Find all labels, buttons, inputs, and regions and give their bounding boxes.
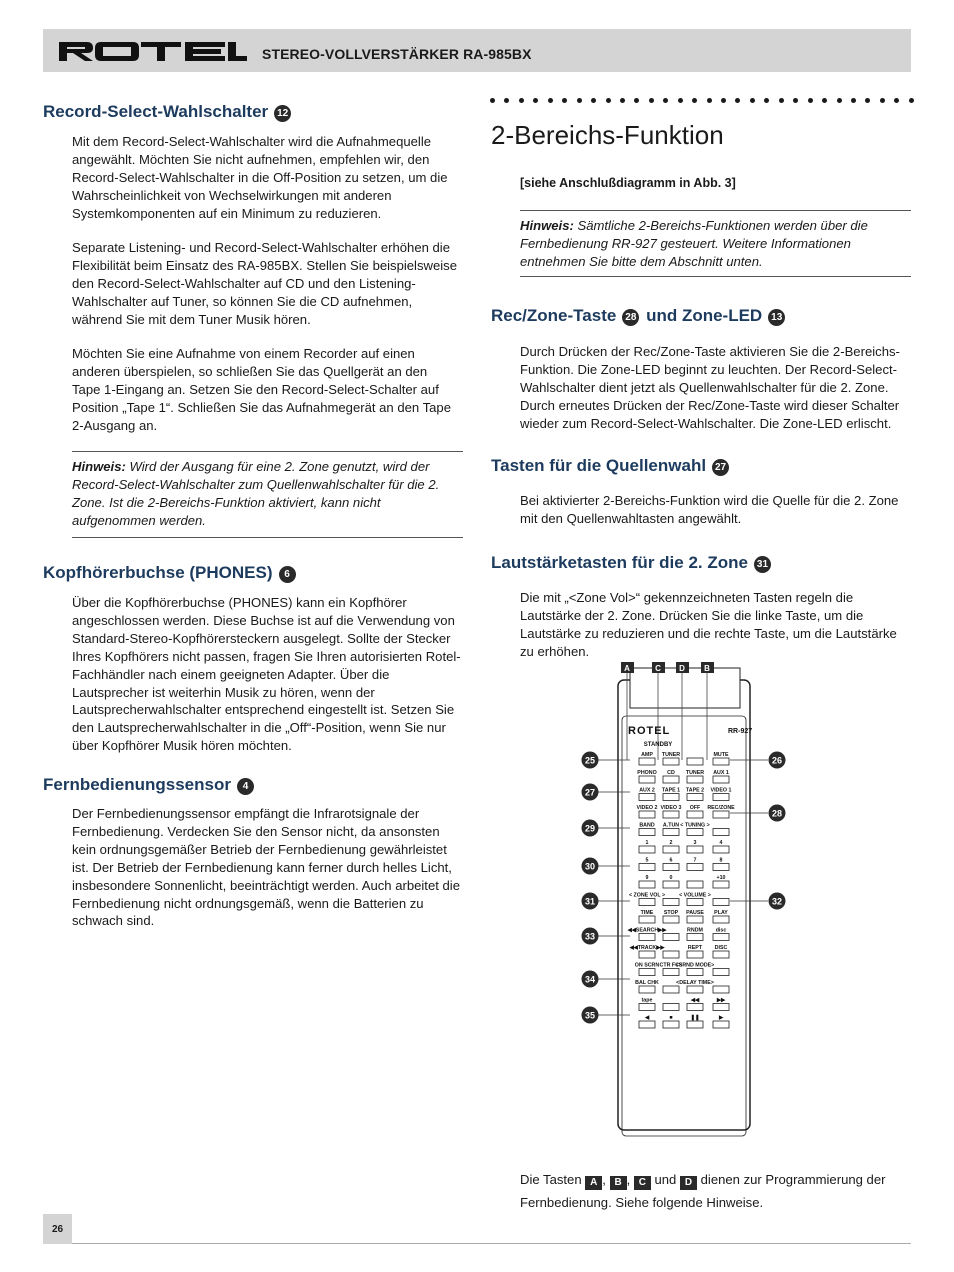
remote-button [687,951,703,958]
header-bar [43,29,911,72]
remote-button [639,864,655,871]
letter-tag-text: C [655,664,661,673]
dotted-separator [490,98,914,106]
remote-button-label: 8 [719,857,723,864]
remote-button [687,776,703,783]
remote-button-label: ▶▶ [716,997,726,1004]
letter-box-b: B [610,1176,627,1190]
remote-button [639,811,655,818]
remote-button-label: 3 [693,840,697,846]
remote-button [663,846,679,853]
remote-button-label: REPT [687,945,703,951]
heading-zone-volume: Lautstärketasten für die 2. Zone 31 [491,553,771,573]
remote-button [639,934,655,941]
remote-button-label: 2 [669,840,673,846]
remote-button [639,846,655,853]
remote-button-label: ▶ [718,1015,724,1021]
callout-number: 12 [274,105,291,122]
remote-button-label: 7 [693,857,697,864]
remote-button-label: TAPE 2 [685,787,705,794]
remote-button-label: VIDEO 3 [660,805,682,811]
callout-number: 34 [584,974,596,985]
paragraph: Durch Drücken der Rec/Zone-Taste aktivieren Sie die 2-Bereichs-Funktion. Die Zone-LED beginnt zu leuchten. Der Record-Select-Wahlschalter dient jetzt als Quellenwahlschalter für die 2. Zone. Durch erneutes Drücken der Rec/Zone-Taste wird dieser Schalter wieder zum Record-Select-Wahlschalter. Die Zone-LED erlischt. [520,344,900,431]
remote-button-label: OFF [689,805,701,811]
remote-button [663,776,679,783]
remote-button-label: PAUSE [686,910,704,916]
paragraph: Die mit „<Zone Vol>“ gekennzeichneten Tasten regeln die Lautstärke der 2. Zone. Drücken Sie die linke Taste, um die Lautstärke zu reduzieren und die rechte Taste, um die Lautstärke zu erhöhen. [520,590,897,659]
remote-button [713,881,729,888]
remote-button-label: 0 [669,875,673,881]
remote-button [639,758,655,765]
letter-box-a: A [585,1176,602,1190]
paragraph: Mit dem Record-Select-Wahlschalter wird die Aufnahmequelle angewählt. Möchten Sie nicht aufnehmen, empfehlen wir, den Record-Select-Wahlschalter in die Off-Position zu setzen, um die Wahrscheinlichkeit von Wechselwirkungen mit anderen Systemkomponenten auf ein Minimum zu reduzieren. [72,134,448,221]
remote-button [713,986,729,993]
remote-button [639,1004,655,1011]
remote-button [639,916,655,923]
remote-button-label: ◀◀TRACK▶▶ [629,945,665,951]
programming-note: Die Tasten A , B , C und D dienen zur Programmierung der Fernbedienung. Siehe folgende Hinweise. [520,1172,886,1210]
remote-button [687,934,703,941]
remote-button-label: AMP [641,752,653,758]
remote-button [713,846,729,853]
remote-button [663,1021,679,1028]
heading-source-buttons: Tasten für die Quellenwahl 27 [491,456,729,476]
remote-button-label: ❚❚ [690,1015,700,1021]
remote-button [639,951,655,958]
remote-button-label: AUX 1 [713,770,729,776]
remote-button [713,969,729,976]
remote-button-label: PLAY [714,910,728,916]
remote-button-label: VIDEO 1 [710,787,732,794]
callout-number: 26 [771,755,783,766]
remote-button [713,864,729,871]
section-title: 2-Bereichs-Funktion [491,120,724,150]
remote-button [663,794,679,801]
remote-button-label: CD [667,770,675,776]
remote-button [713,899,729,906]
remote-button [687,864,703,871]
heading-remote-sensor: Fernbedienungssensor 4 [43,775,254,795]
document-title: STEREO-VOLLVERSTÄRKER RA-985BX [262,46,532,62]
letter-tag-text: D [679,664,685,673]
callout-number: 13 [768,309,785,326]
remote-button-label: TAPE 1 [661,787,681,794]
paragraph: Bei aktivierter 2-Bereichs-Funktion wird die Quelle für die 2. Zone mit den Quellenwahltasten angewählt. [520,493,899,526]
remote-button-label: A.TUN [662,822,680,829]
remote-button-label: +10 [716,875,726,881]
remote-button [639,986,655,993]
remote-button [663,934,679,941]
callout-number: 31 [584,896,596,907]
callout-number: 27 [584,787,596,798]
remote-button [663,864,679,871]
remote-button [687,916,703,923]
remote-button-label: 1 [645,840,649,846]
paragraph: Über die Kopfhörerbuchse (PHONES) kann ein Kopfhörer angeschlossen werden. Diese Buchse ist auf die Verwendung von Standard-Stereo-Kopfhörersteckern ausgelegt. Sollte der Stecker Ihres Kopfhörers nicht passen, fragen Sie Ihren autorisierten Rotel-Fachhändler nach einem geeigneten Adapter. Über die Lautsprecher ist weiterhin Musik zu hören, wenn der Lautsprecherwahlschalter entsprechend eingestellt ist. Setzen Sie den Lautsprecherwahlschalter in die „Off“-Position, wenn Sie nur über Kopfhörer Musik hören möchten. [72,595,461,754]
divider [72,451,463,452]
remote-button [687,846,703,853]
remote-button-label: CTR FCS [659,962,683,969]
remote-button-label: < ZONE VOL > [628,892,666,899]
callout-number: 32 [771,896,783,907]
remote-button-label: <SRND MODE> [675,962,715,969]
reference-note: [siehe Anschlußdiagramm in Abb. 3] [520,176,736,190]
note: Hinweis: Wird der Ausgang für eine 2. Zone genutzt, wird der Record-Select-Wahlschalter zum Quellenwahlschalter für die 2. Zone. Ist die 2-Bereichs-Funktion aktiviert, kann nicht aufgenommen werden. [72,459,440,528]
rotel-logo [57,39,247,63]
heading-record-select: Record-Select-Wahlschalter 12 [43,102,291,122]
remote-button-label: <DELAY TIME> [676,980,714,986]
remote-button-label: TUNER [661,752,681,758]
remote-button [713,811,729,818]
remote-button [687,986,703,993]
callout-number: 28 [771,808,783,819]
remote-button-label: BAND [639,822,655,829]
callout-number: 6 [279,566,296,583]
callout-number: 29 [584,823,596,834]
remote-button-label: BAL CHK [635,980,659,986]
callout-number: 4 [237,778,254,795]
remote-button-label: ON SCRN [634,962,660,969]
remote-button [639,794,655,801]
letter-tag-text: B [704,664,710,673]
footer-rule [72,1243,911,1244]
remote-button [663,758,679,765]
remote-button-label: VIDEO 2 [636,805,658,811]
callout-number: 30 [584,861,596,872]
remote-button [713,829,729,836]
remote-button [663,1004,679,1011]
remote-top-window [630,668,740,708]
remote-button-label: ◀◀SEARCH▶▶ [627,927,667,934]
remote-button-label: disc [715,927,727,934]
divider [520,210,911,211]
callout-number: 27 [712,459,729,476]
divider [72,537,463,538]
remote-button [663,829,679,836]
remote-button-label: TUNER [685,770,705,776]
remote-brand: ROTEL [628,725,671,737]
remote-button [713,934,729,941]
remote-button-label: AUX 2 [639,787,655,794]
remote-button-label: TIME [640,910,654,916]
remote-button [639,1021,655,1028]
remote-button-label: 9 [645,875,649,881]
remote-button [713,1021,729,1028]
remote-button [663,899,679,906]
remote-button [687,969,703,976]
letter-tag-text: A [624,664,630,673]
note: Hinweis: Sämtliche 2-Bereichs-Funktionen werden über die Fernbedienung RR-927 gesteuert. Weitere Informationen entnehmen Sie bitte dem Abschnitt unten. [520,218,868,269]
paragraph: Der Fernbedienungssensor empfängt die Infrarotsignale der Fernbedienung. Verdecken Sie den Sensor nicht, da ansonsten kein ordnungsgemäßer Betrieb der Fernbedienung gewährleistet ist. Der Betrieb der Fernbedienung kann ferner durch helles Licht, insbesondere Sonnenlicht, beeinträchtigt werden. Auch arbeitet die Fernbedienung nicht ordnungsgemäß, wenn die Batterien zu schwach sind. [72,806,460,929]
page-number-box [43,1214,72,1244]
callout-number: 35 [584,1010,596,1021]
remote-button [713,1004,729,1011]
letter-box-c: C [634,1176,651,1190]
remote-button-label: ■ [669,1015,673,1021]
remote-button-label: ◀ [644,1015,650,1021]
heading-phones: Kopfhörerbuchse (PHONES) 6 [43,563,296,583]
remote-button-label: < TUNING > [680,822,710,829]
remote-button [687,758,703,765]
remote-button [663,811,679,818]
remote-button [639,829,655,836]
remote-button-label: MUTE [713,752,729,758]
remote-button-label: 6 [669,857,673,864]
remote-button-label: PHONO [637,770,657,776]
remote-button [639,969,655,976]
remote-button [663,986,679,993]
page-number: 26 [51,1224,64,1235]
remote-button [687,1021,703,1028]
letter-box-d: D [680,1176,697,1190]
remote-button [663,881,679,888]
standby-label: STANDBY [643,742,673,748]
remote-button [713,916,729,923]
remote-button [663,969,679,976]
remote-body [618,680,753,1130]
remote-button-label: 4 [719,840,723,846]
remote-button [713,776,729,783]
callout-number: 28 [622,309,639,326]
remote-model: RR-927 [728,728,753,735]
remote-button [663,951,679,958]
remote-button [687,794,703,801]
remote-button [687,881,703,888]
heading-rec-zone: Rec/Zone-Taste 28 und Zone-LED 13 [491,306,785,326]
remote-button-label: REC/ZONE [707,805,735,811]
remote-button [663,916,679,923]
remote-button [687,811,703,818]
remote-control-diagram [578,660,798,1150]
divider [520,276,911,277]
remote-button [687,1004,703,1011]
remote-button-label: STOP [663,910,679,916]
remote-button-label: tape [641,997,653,1004]
remote-button-label: < VOLUME > [679,892,711,899]
remote-button-label: 5 [645,857,649,864]
paragraph: Möchten Sie eine Aufnahme von einem Recorder auf einen anderen überspielen, so schließen Sie das Quellgerät an den Tape 1-Eingang an. Setzen Sie den Record-Select-Schalter auf Position „Tape 1“. Schließen Sie das Aufnahmegerät an den Tape 2-Ausgang an. [72,346,451,433]
remote-button [639,881,655,888]
remote-button [713,794,729,801]
remote-button-label: ◀◀ [690,997,700,1004]
remote-button [639,899,655,906]
remote-button-label: DISC [714,945,728,951]
remote-button [713,951,729,958]
remote-button [687,899,703,906]
callout-number: 31 [754,556,771,573]
callout-number: 33 [584,931,596,942]
remote-button [687,829,703,836]
callout-number: 25 [584,755,596,766]
remote-button [713,758,729,765]
remote-button-label: RNDM [687,927,703,934]
remote-button [639,776,655,783]
paragraph: Separate Listening- und Record-Select-Wahlschalter erhöhen die Flexibilität beim Einsatz des RA-985BX. Stellen Sie beispielsweise den Record-Select-Wahlschalter auf CD und den Listening-Wahlschalter auf Tuner, so können Sie die CD aufnehmen, während Sie mit dem Tuner Musik hören. [72,240,457,327]
